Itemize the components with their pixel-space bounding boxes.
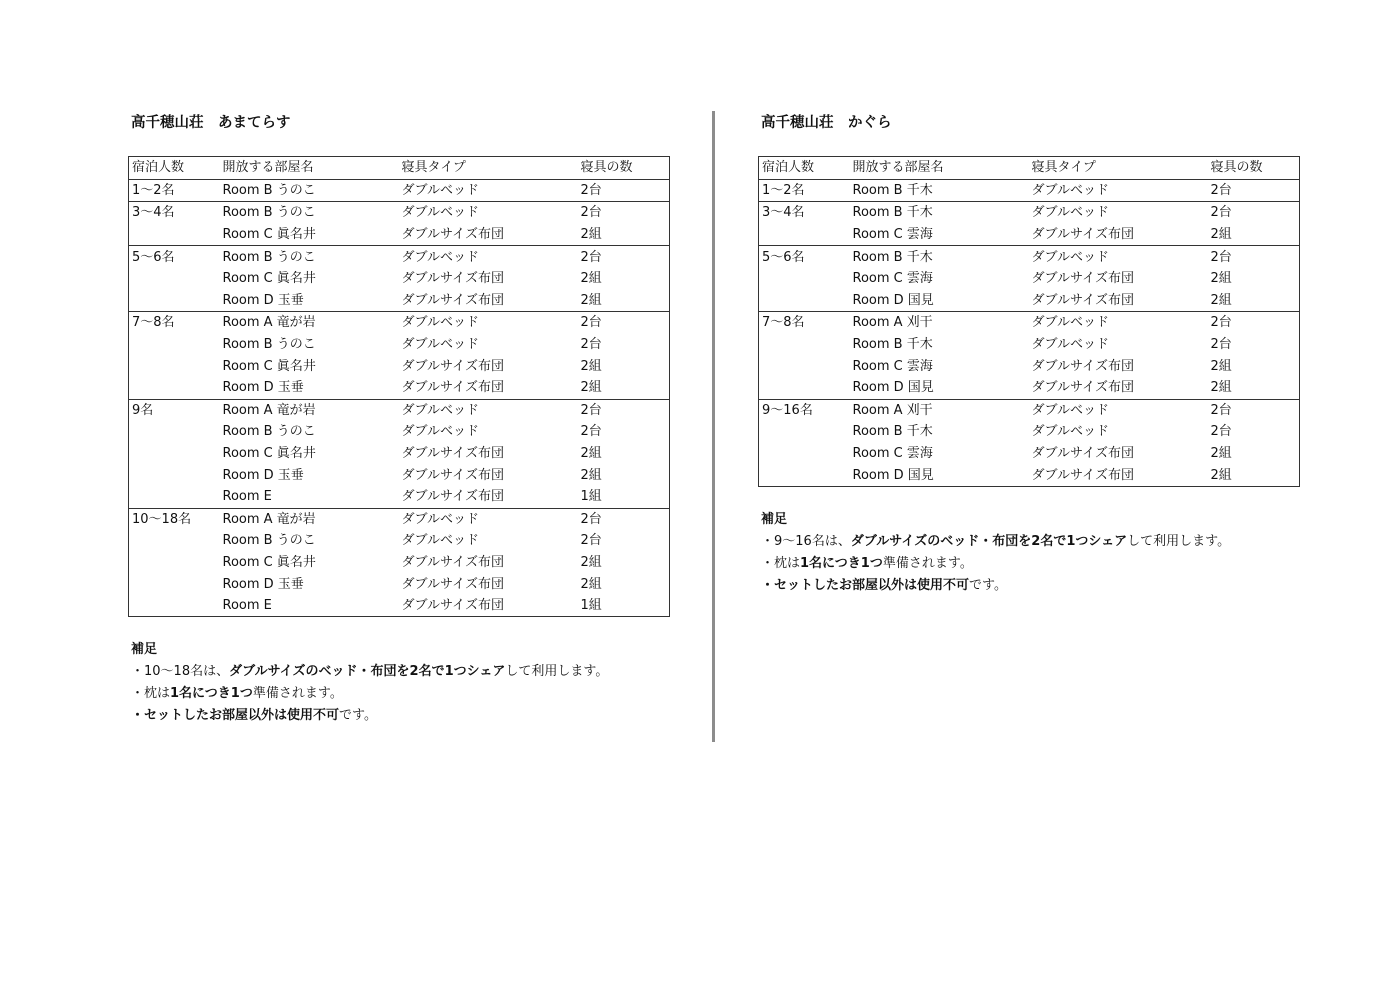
room-name-cell: Room A 竜が岩 bbox=[222, 402, 316, 418]
note-emphasis: ダブルサイズのベッド・布団を2名で1つシェア bbox=[229, 664, 506, 680]
room-name-cell: Room B 千木 bbox=[852, 424, 933, 440]
header-guests: 宿泊人数 bbox=[132, 160, 185, 176]
notes-heading: 補足 bbox=[761, 511, 788, 527]
guest-count-cell: 1〜2名 bbox=[762, 182, 805, 198]
bedding-count-cell: 2組 bbox=[1210, 446, 1232, 462]
table-row bbox=[759, 202, 1300, 224]
guest-count-cell bbox=[129, 573, 220, 595]
table-row bbox=[759, 312, 1300, 334]
room-name-cell: Room B 千木 bbox=[852, 205, 933, 221]
table-row bbox=[129, 202, 670, 224]
table-header-row bbox=[129, 157, 670, 180]
guest-count-cell: 5〜6名 bbox=[762, 249, 805, 265]
guest-count-cell: 9名 bbox=[132, 402, 154, 418]
guest-count-cell bbox=[759, 421, 850, 443]
guest-count-cell bbox=[129, 334, 220, 356]
note-emphasis: ・セットしたお部屋以外は使用不可 bbox=[761, 577, 970, 593]
bedding-type-cell: ダブルベッド bbox=[401, 511, 479, 527]
bedding-type-cell: ダブルベッド bbox=[401, 182, 479, 198]
bedding-count-cell: 2台 bbox=[1210, 402, 1232, 418]
note-text: 準備されます。 bbox=[882, 555, 973, 571]
bedding-count-cell: 2組 bbox=[1210, 467, 1232, 483]
room-name-cell: Room A 刈干 bbox=[852, 402, 933, 418]
bedding-type-cell: ダブルサイズ布団 bbox=[401, 271, 504, 287]
room-name-cell: Room C 雲海 bbox=[852, 358, 933, 374]
table-row bbox=[129, 530, 670, 552]
note-emphasis: ・セットしたお部屋以外は使用不可 bbox=[131, 708, 340, 724]
guest-count-cell bbox=[759, 377, 850, 399]
bedding-type-cell: ダブルサイズ布団 bbox=[401, 292, 504, 308]
guest-count-cell bbox=[129, 421, 220, 443]
guest-count-cell bbox=[759, 268, 850, 290]
table-header-row bbox=[759, 157, 1300, 180]
bedding-count-cell: 2台 bbox=[580, 249, 602, 265]
table-row bbox=[129, 595, 670, 617]
guest-count-cell bbox=[759, 224, 850, 246]
bedding-type-cell: ダブルベッド bbox=[401, 337, 479, 353]
guest-count-cell: 9〜16名 bbox=[762, 402, 813, 418]
table-row bbox=[129, 355, 670, 377]
bedding-type-cell: ダブルサイズ布団 bbox=[401, 467, 504, 483]
bedding-count-cell: 2組 bbox=[580, 227, 602, 243]
table-row bbox=[129, 399, 670, 421]
note-text: です。 bbox=[969, 577, 1007, 593]
guest-group bbox=[759, 399, 1300, 486]
guest-count-cell bbox=[129, 355, 220, 377]
bedding-count-cell: 2台 bbox=[580, 205, 602, 221]
bedding-count-cell: 2台 bbox=[580, 182, 602, 198]
note-text: です。 bbox=[339, 708, 377, 724]
bedding-type-cell: ダブルサイズ布団 bbox=[401, 554, 504, 570]
guest-count-cell bbox=[759, 443, 850, 465]
bedding-type-cell: ダブルサイズ布団 bbox=[401, 227, 504, 243]
guest-group bbox=[129, 508, 670, 617]
note-line-1 bbox=[131, 661, 673, 683]
guest-count-cell bbox=[129, 486, 220, 508]
guest-group bbox=[129, 179, 670, 202]
table-row bbox=[759, 246, 1300, 268]
bedding-type-cell: ダブルサイズ布団 bbox=[401, 358, 504, 374]
bedding-type-cell: ダブルサイズ布団 bbox=[1031, 271, 1134, 287]
room-name-cell: Room C 眞名井 bbox=[222, 446, 316, 462]
guest-count-cell: 10〜18名 bbox=[132, 511, 192, 527]
bedding-count-cell: 2組 bbox=[580, 292, 602, 308]
note-line-1 bbox=[761, 531, 1303, 553]
table-row bbox=[759, 224, 1300, 246]
vertical-divider bbox=[712, 111, 715, 742]
bedding-table bbox=[128, 156, 670, 617]
guest-group bbox=[129, 312, 670, 399]
bedding-count-cell: 2組 bbox=[1210, 271, 1232, 287]
table-row bbox=[129, 312, 670, 334]
table-row bbox=[129, 179, 670, 202]
table-row bbox=[759, 334, 1300, 356]
table-row bbox=[129, 486, 670, 508]
note-text: して利用します。 bbox=[1127, 533, 1231, 549]
bedding-type-cell: ダブルベッド bbox=[401, 533, 479, 549]
bedding-count-cell: 2台 bbox=[580, 315, 602, 331]
room-name-cell: Room D 玉垂 bbox=[222, 380, 304, 396]
room-name-cell: Room C 眞名井 bbox=[222, 227, 316, 243]
guest-group bbox=[759, 312, 1300, 399]
table-row bbox=[759, 290, 1300, 312]
bedding-count-cell: 2台 bbox=[580, 402, 602, 418]
table-row bbox=[759, 268, 1300, 290]
bedding-type-cell: ダブルサイズ布団 bbox=[1031, 292, 1134, 308]
amaterasu-panel bbox=[128, 110, 673, 727]
room-name-cell: Room C 眞名井 bbox=[222, 358, 316, 374]
room-name-cell: Room C 雲海 bbox=[852, 227, 933, 243]
guest-count-cell: 3〜4名 bbox=[132, 205, 175, 221]
guest-count-cell bbox=[129, 377, 220, 399]
guest-count-cell bbox=[759, 464, 850, 486]
bedding-count-cell: 2台 bbox=[1210, 424, 1232, 440]
note-emphasis: 1名につき1つ bbox=[170, 686, 253, 702]
bedding-type-cell: ダブルサイズ布団 bbox=[401, 489, 504, 505]
note-text: ・枕は bbox=[131, 686, 171, 702]
bedding-type-cell: ダブルベッド bbox=[1031, 182, 1109, 198]
guest-count-cell bbox=[129, 464, 220, 486]
bedding-count-cell: 2組 bbox=[1210, 358, 1232, 374]
header-bedding-type: 寝具タイプ bbox=[1031, 160, 1096, 176]
guest-group bbox=[129, 202, 670, 246]
table-row bbox=[759, 377, 1300, 399]
bedding-count-cell: 2組 bbox=[580, 446, 602, 462]
room-name-cell: Room B うのこ bbox=[222, 182, 316, 198]
bedding-type-cell: ダブルベッド bbox=[1031, 424, 1109, 440]
header-bedding-type: 寝具タイプ bbox=[401, 160, 466, 176]
room-name-cell: Room C 雲海 bbox=[852, 271, 933, 287]
guest-count-cell bbox=[129, 595, 220, 617]
room-name-cell: Room E bbox=[222, 489, 272, 505]
bedding-count-cell: 2組 bbox=[1210, 380, 1232, 396]
bedding-type-cell: ダブルベッド bbox=[401, 205, 479, 221]
note-line-2 bbox=[131, 683, 673, 705]
bedding-type-cell: ダブルベッド bbox=[401, 424, 479, 440]
bedding-type-cell: ダブルサイズ布団 bbox=[1031, 446, 1134, 462]
room-name-cell: Room B 千木 bbox=[852, 182, 933, 198]
bedding-type-cell: ダブルベッド bbox=[1031, 205, 1109, 221]
table-row bbox=[129, 443, 670, 465]
bedding-count-cell: 2組 bbox=[580, 271, 602, 287]
room-name-cell: Room B 千木 bbox=[852, 337, 933, 353]
guest-count-cell: 7〜8名 bbox=[762, 315, 805, 331]
room-name-cell: Room B うのこ bbox=[222, 249, 316, 265]
header-room-name: 開放する部屋名 bbox=[852, 160, 944, 176]
guest-count-cell bbox=[759, 334, 850, 356]
note-text: ・9〜16名は、 bbox=[761, 533, 851, 549]
note-line-2 bbox=[761, 553, 1303, 575]
table-row bbox=[129, 464, 670, 486]
guest-count-cell: 5〜6名 bbox=[132, 249, 175, 265]
room-name-cell: Room C 眞名井 bbox=[222, 271, 316, 287]
room-name-cell: Room C 雲海 bbox=[852, 446, 933, 462]
room-name-cell: Room A 竜が岩 bbox=[222, 315, 316, 331]
room-name-cell: Room A 竜が岩 bbox=[222, 511, 316, 527]
guest-count-cell: 7〜8名 bbox=[132, 315, 175, 331]
table-row bbox=[129, 246, 670, 268]
header-room-name: 開放する部屋名 bbox=[222, 160, 314, 176]
note-emphasis: 1名につき1つ bbox=[800, 555, 883, 571]
guest-count-cell bbox=[129, 268, 220, 290]
bedding-count-cell: 2台 bbox=[580, 511, 602, 527]
table-row bbox=[759, 399, 1300, 421]
guest-count-cell bbox=[129, 224, 220, 246]
guest-group bbox=[759, 246, 1300, 312]
bedding-count-cell: 2組 bbox=[580, 467, 602, 483]
bedding-count-cell: 2台 bbox=[1210, 337, 1232, 353]
guest-count-cell bbox=[759, 290, 850, 312]
guest-count-cell: 3〜4名 bbox=[762, 205, 805, 221]
guest-count-cell bbox=[129, 552, 220, 574]
guest-count-cell bbox=[759, 355, 850, 377]
bedding-count-cell: 1組 bbox=[580, 489, 602, 505]
guest-group bbox=[129, 399, 670, 508]
guest-count-cell bbox=[129, 290, 220, 312]
table-row bbox=[129, 268, 670, 290]
table-row bbox=[129, 334, 670, 356]
page-title: 高千穂山荘 かぐら bbox=[761, 115, 892, 131]
note-line-3 bbox=[131, 705, 673, 727]
bedding-type-cell: ダブルサイズ布団 bbox=[1031, 467, 1134, 483]
note-line-3 bbox=[761, 575, 1303, 597]
page-title: 高千穂山荘 あまてらす bbox=[131, 115, 291, 131]
table-row bbox=[129, 377, 670, 399]
header-guests: 宿泊人数 bbox=[762, 160, 815, 176]
note-text: 準備されます。 bbox=[252, 686, 343, 702]
bedding-type-cell: ダブルベッド bbox=[401, 315, 479, 331]
header-bedding-count: 寝具の数 bbox=[1210, 160, 1263, 176]
table-row bbox=[129, 552, 670, 574]
notes-section bbox=[131, 639, 673, 727]
guest-group bbox=[759, 202, 1300, 246]
table-row bbox=[129, 573, 670, 595]
bedding-type-cell: ダブルサイズ布団 bbox=[1031, 227, 1134, 243]
guest-group bbox=[759, 179, 1300, 202]
room-name-cell: Room D 玉垂 bbox=[222, 292, 304, 308]
room-name-cell: Room D 玉垂 bbox=[222, 576, 304, 592]
room-name-cell: Room D 国見 bbox=[852, 380, 934, 396]
guest-count-cell bbox=[129, 443, 220, 465]
bedding-type-cell: ダブルベッド bbox=[1031, 337, 1109, 353]
table-row bbox=[129, 508, 670, 530]
bedding-type-cell: ダブルサイズ布団 bbox=[401, 576, 504, 592]
bedding-count-cell: 1組 bbox=[580, 598, 602, 614]
bedding-count-cell: 2台 bbox=[580, 424, 602, 440]
guest-group bbox=[129, 246, 670, 312]
room-name-cell: Room C 眞名井 bbox=[222, 554, 316, 570]
bedding-count-cell: 2台 bbox=[1210, 249, 1232, 265]
bedding-count-cell: 2台 bbox=[1210, 315, 1232, 331]
table-row bbox=[129, 421, 670, 443]
notes-heading: 補足 bbox=[131, 642, 158, 658]
room-name-cell: Room D 玉垂 bbox=[222, 467, 304, 483]
bedding-type-cell: ダブルサイズ布団 bbox=[1031, 358, 1134, 374]
bedding-count-cell: 2組 bbox=[580, 358, 602, 374]
room-name-cell: Room B 千木 bbox=[852, 249, 933, 265]
header-bedding-count: 寝具の数 bbox=[580, 160, 633, 176]
bedding-type-cell: ダブルサイズ布団 bbox=[401, 446, 504, 462]
note-emphasis: ダブルサイズのベッド・布団を2名で1つシェア bbox=[850, 533, 1128, 549]
table-row bbox=[759, 355, 1300, 377]
room-name-cell: Room D 国見 bbox=[852, 467, 934, 483]
room-name-cell: Room A 刈干 bbox=[852, 315, 933, 331]
room-name-cell: Room B うのこ bbox=[222, 533, 316, 549]
bedding-count-cell: 2組 bbox=[580, 380, 602, 396]
bedding-table bbox=[758, 156, 1300, 487]
bedding-count-cell: 2組 bbox=[580, 554, 602, 570]
table-row bbox=[129, 290, 670, 312]
bedding-type-cell: ダブルベッド bbox=[1031, 249, 1109, 265]
note-text: して利用します。 bbox=[505, 664, 609, 680]
table-row bbox=[759, 179, 1300, 202]
bedding-count-cell: 2台 bbox=[1210, 205, 1232, 221]
bedding-type-cell: ダブルベッド bbox=[1031, 402, 1109, 418]
table-row bbox=[759, 443, 1300, 465]
bedding-count-cell: 2台 bbox=[580, 337, 602, 353]
room-name-cell: Room E bbox=[222, 598, 272, 614]
note-text: ・枕は bbox=[761, 555, 801, 571]
note-text: ・10〜18名は、 bbox=[131, 664, 230, 680]
room-name-cell: Room B うのこ bbox=[222, 337, 316, 353]
bedding-type-cell: ダブルベッド bbox=[401, 249, 479, 265]
bedding-type-cell: ダブルサイズ布団 bbox=[1031, 380, 1134, 396]
table-row bbox=[759, 421, 1300, 443]
room-name-cell: Room D 国見 bbox=[852, 292, 934, 308]
table-row bbox=[129, 224, 670, 246]
bedding-count-cell: 2組 bbox=[1210, 292, 1232, 308]
bedding-count-cell: 2台 bbox=[1210, 182, 1232, 198]
bedding-type-cell: ダブルサイズ布団 bbox=[401, 380, 504, 396]
bedding-type-cell: ダブルベッド bbox=[1031, 315, 1109, 331]
bedding-type-cell: ダブルベッド bbox=[401, 402, 479, 418]
guest-count-cell: 1〜2名 bbox=[132, 182, 175, 198]
room-name-cell: Room B うのこ bbox=[222, 424, 316, 440]
bedding-count-cell: 2組 bbox=[580, 576, 602, 592]
kagura-panel bbox=[758, 110, 1303, 597]
bedding-type-cell: ダブルサイズ布団 bbox=[401, 598, 504, 614]
notes-section bbox=[761, 509, 1303, 597]
bedding-count-cell: 2台 bbox=[580, 533, 602, 549]
room-name-cell: Room B うのこ bbox=[222, 205, 316, 221]
bedding-count-cell: 2組 bbox=[1210, 227, 1232, 243]
guest-count-cell bbox=[129, 530, 220, 552]
table-row bbox=[759, 464, 1300, 486]
